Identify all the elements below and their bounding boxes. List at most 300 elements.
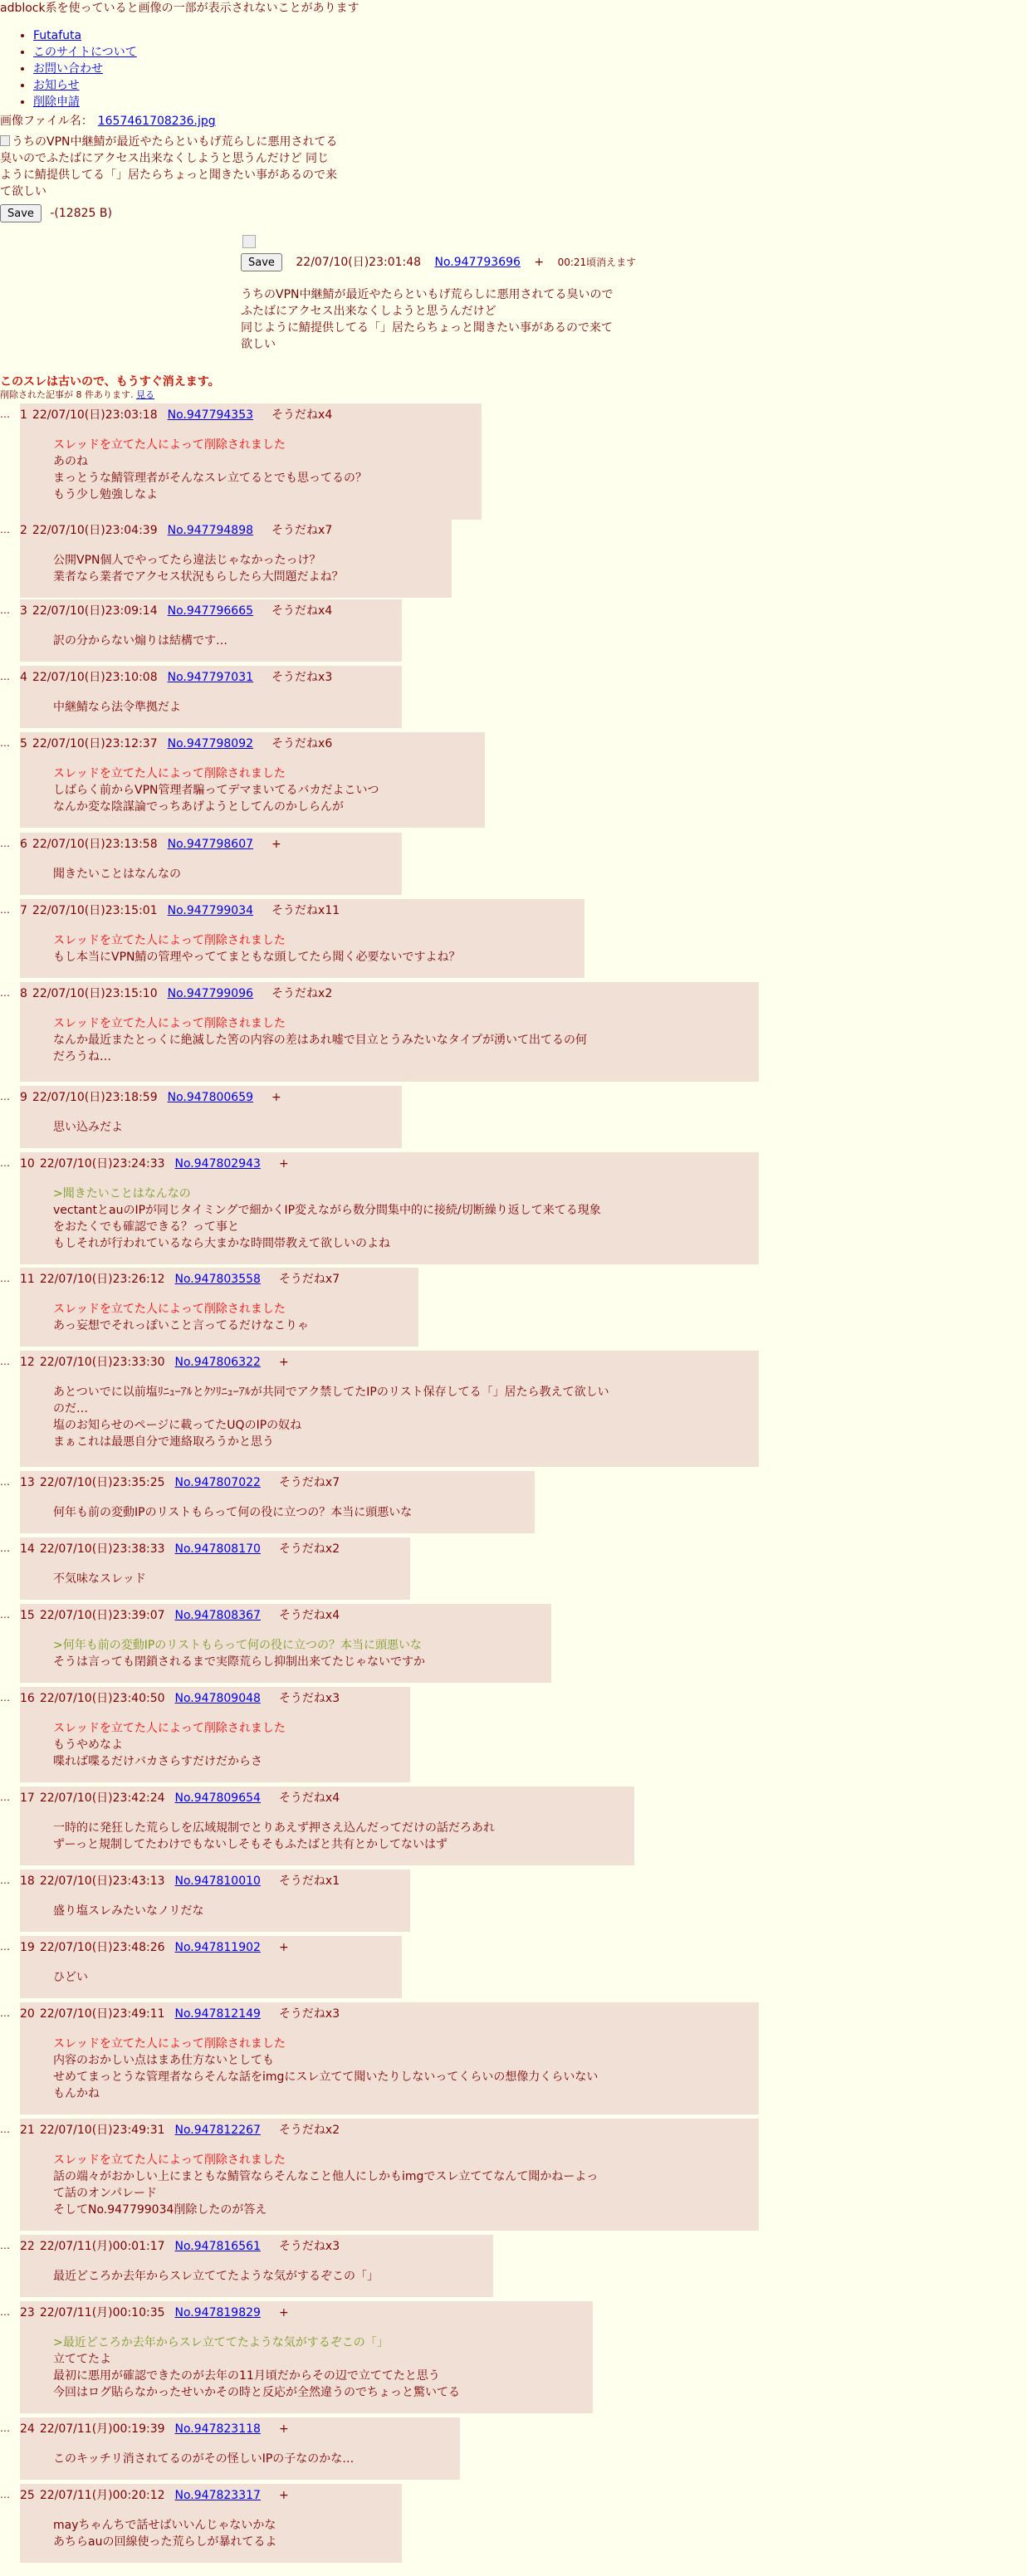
reply-body [53,2036,752,2102]
reply-header [20,2421,453,2437]
sodane-button[interactable]: + [278,1941,289,1954]
reply-line: て話のオンパレード [53,2187,158,2200]
sodane-button[interactable]: そうだねx7 [278,1273,340,1286]
reply-date: 22/07/10(日)23:04:39 [32,524,158,537]
reply-line: なんか変な陰謀論でっちあげようとしてんのかしらんが [53,800,344,814]
reply-line: mayちゃんちで話せばいいんじゃないかな [53,2519,276,2532]
sodane-button[interactable]: そうだねx2 [271,987,333,1000]
reply-line: あちらauの回線使った荒らしが暴れてるよ [53,2535,277,2549]
reply-number: 21 [20,2124,35,2137]
reply-body [53,1969,395,1986]
reply-body [53,633,395,649]
reply-post [0,1537,410,1600]
reply-marker: … [0,2007,10,2019]
image-file-label: 画像ファイル名： [0,115,93,128]
deleted-posts-count: 削除された記事が 8 件あります. [0,389,134,400]
reply-marker: … [0,737,10,749]
reply-marker: … [0,671,10,682]
reply-header [20,2238,487,2255]
reply-number: 17 [20,1791,35,1805]
reply-post-number[interactable]: No.947802943 [174,1157,261,1171]
reply-date: 22/07/10(日)23:33:30 [39,1356,165,1369]
reply-date: 22/07/10(日)23:38:33 [39,1542,165,1556]
reply-post-number[interactable]: No.947806322 [174,1356,261,1369]
reply-marker: … [0,2422,10,2434]
reply-body [53,2152,752,2218]
op-body [241,286,706,353]
save-button[interactable]: Save [0,204,42,222]
sodane-button[interactable]: そうだねx3 [278,1692,340,1705]
reply-line: 今回はログ貼らなかったせいかその時と反応が全然違うのでちょっと驚いてる [53,2386,460,2399]
reply-number: 14 [20,1542,35,1556]
reply-number: 15 [20,1609,35,1622]
deleted-notice: スレッドを立てた人によって削除されました [53,1303,286,1316]
reply-line: ひどい [53,1971,88,1984]
reply-date: 22/07/10(日)23:03:18 [32,408,158,422]
reply-post [0,982,759,1082]
reply-line: もうやめなよ [53,1738,123,1752]
reply-marker: … [0,408,10,420]
reply-box [20,2002,759,2114]
reply-number: 3 [20,604,27,618]
reply-post [0,2119,759,2231]
reply-body [53,866,395,882]
reply-date: 22/07/10(日)23:09:14 [32,604,158,618]
reply-line: 喋れば喋るだけバカさらすだけだからさ [53,1755,262,1768]
reply-marker: … [0,1542,10,1554]
reply-date: 22/07/10(日)23:40:50 [39,1692,165,1705]
reply-line: 訳の分からない煽りは結構です… [53,634,227,648]
reply-marker: … [0,1609,10,1620]
reply-date: 22/07/10(日)23:39:07 [39,1609,165,1622]
reply-line: しばらく前からVPN管理者騙ってデマまいてるバカだよこいつ [53,784,379,797]
reply-box [20,1787,634,1865]
reply-number: 20 [20,2007,35,2021]
reply-marker: … [0,1941,10,1953]
reply-post-number[interactable]: No.947794353 [167,408,254,422]
reply-line: 立ててたよ [53,2353,111,2366]
reply-line: まぁこれは最悪自分で連絡取ろうかと思う [53,1435,274,1449]
reply-post-number[interactable]: No.947811902 [174,1941,261,1954]
reply-marker: … [0,987,10,999]
reply-body [53,1015,752,1065]
reply-date: 22/07/11(月)00:19:39 [39,2422,165,2436]
reply-date: 22/07/10(日)23:12:37 [32,737,158,750]
op-body-line: うちのVPN中継鯖が最近やたらといもげ荒らしに悪用されてる臭いので [241,288,614,301]
reply-date: 22/07/10(日)23:35:25 [39,1476,165,1489]
reply-post-number[interactable]: No.947798092 [167,737,254,750]
reply-line: あっ妄想でそれっぽいこと言ってるだけなこりゃ [53,1319,309,1332]
nav-link-delete-request[interactable]: 削除申請 [33,95,80,109]
sodane-button[interactable]: + [271,838,281,851]
reply-body [53,1301,412,1334]
sodane-button[interactable]: そうだねx11 [271,904,340,917]
nav-link-about[interactable]: このサイトについて [33,46,137,59]
reply-body [53,1637,545,1670]
reply-line: 内容のおかしい点はまあ仕方ないとしても [53,2054,274,2067]
op-sodane-button[interactable]: + [534,255,545,269]
reply-date: 22/07/10(日)23:13:58 [32,838,158,851]
reply-line: 最近どころか去年からスレ立ててたような気がするぞこの「」 [53,2270,379,2283]
reply-post [0,1687,410,1782]
save-row [0,204,112,222]
sodane-button[interactable]: そうだねx2 [278,1542,340,1556]
reply-post [0,1086,402,1148]
reply-line: 何年も前の変動IPのリストもらって何の役に立つの？本当に頭悪いな [53,1506,413,1519]
file-size: -(12825 B) [50,206,112,220]
reply-line: 不気味なスレッド [53,1572,146,1586]
deleted-notice: スレッドを立てた人によって削除されました [53,2037,286,2051]
reply-date: 22/07/10(日)23:24:33 [39,1157,165,1171]
reply-date: 22/07/10(日)23:18:59 [32,1091,158,1104]
reply-date: 22/07/11(月)00:20:12 [39,2489,165,2502]
reply-body [53,2451,453,2467]
reply-number: 22 [20,2240,35,2253]
reply-header [20,603,395,619]
reply-header [20,836,395,853]
broken-image-icon [0,135,10,146]
reply-box [20,2417,460,2480]
sodane-button[interactable]: + [271,1091,281,1104]
reply-header [20,2122,752,2139]
reply-header [20,1474,528,1491]
reply-marker: … [0,1273,10,1284]
reply-box [20,599,402,662]
deleted-notice: スレッドを立てた人によって削除されました [53,767,286,780]
reply-number: 8 [20,987,27,1000]
reply-line: このキッチリ消されてるのがその怪しいIPの子なのかな… [53,2452,355,2466]
reply-number: 6 [20,838,27,851]
reply-line: もんかね [53,2087,100,2100]
sodane-button[interactable]: そうだねx4 [278,1791,340,1805]
reply-post-number[interactable]: No.947803558 [174,1273,261,1286]
reply-box [20,2301,593,2413]
op-body-line: 同じように鯖提供してる「」居たらちょっと聞きたい事があるので来て [241,321,613,335]
reply-line: もしそれが行われているなら大まかな時間帯教えて欲しいのよね [53,1237,390,1250]
reply-post-number[interactable]: No.947808367 [174,1609,261,1622]
reply-post-number[interactable]: No.947798607 [167,838,254,851]
reply-post [0,1936,402,1998]
reply-line: 一時的に発狂した荒らしを広域規制でとりあえず押さえ込んだってだけの話だろあれ [53,1821,495,1835]
reply-line: のだ… [53,1402,88,1415]
reply-line: 塩のお知らせのページに載ってたUQのIPの奴ね [53,1419,302,1432]
reply-box [20,2235,493,2297]
sodane-button[interactable]: + [278,2422,289,2436]
reply-body [53,1820,628,1853]
reply-post-number[interactable]: No.947799034 [167,904,254,917]
reply-number: 9 [20,1091,27,1104]
reply-line: 思い込みだよ [53,1121,123,1134]
reply-post-number[interactable]: No.947812267 [174,2124,261,2137]
reply-line: 中継鯖なら法令準拠だよ [53,701,181,714]
reply-header [20,1790,628,1806]
reply-line: 業者なら業者でアクセス状況もらしたら大問題だよね？ [53,570,344,584]
reply-post-number[interactable]: No.947810010 [174,1875,261,1888]
op-body-line: ふたばにアクセス出来なくしようと思うんだけど [241,305,496,318]
reply-marker: … [0,2124,10,2135]
reply-box [20,732,485,828]
reply-number: 25 [20,2489,35,2502]
reply-post [0,666,402,728]
reply-body [53,2517,395,2550]
reply-box [20,1351,759,1467]
reply-box [20,982,759,1082]
reply-post-number[interactable]: No.947816561 [174,2240,261,2253]
reply-number: 23 [20,2306,35,2319]
reply-line: なんか最近またとっくに絶滅した筈の内容の差はあれ嘘で目立とうみたいなタイプが湧いて出てるの何 [53,1034,588,1047]
reply-marker: … [0,1157,10,1169]
reply-date: 22/07/10(日)23:43:13 [39,1875,165,1888]
quote-line: >最近どころか去年からスレ立ててたような気がするぞこの「」 [53,2336,389,2349]
thumbnail-image-icon[interactable] [242,235,256,248]
reply-body [53,932,578,965]
deleted-posts-note [0,389,154,401]
reply-box [20,2119,759,2231]
reply-post [0,2484,402,2563]
reply-marker: … [0,904,10,916]
reply-post [0,1870,410,1932]
reply-body [53,765,478,815]
quote-line: >聞きたいことはなんなの [53,1187,191,1200]
reply-body [53,1720,403,1770]
reply-marker: … [0,1476,10,1488]
sodane-button[interactable]: そうだねx4 [271,604,333,618]
reply-body [53,1119,395,1136]
reply-post [0,833,402,895]
op-header [241,253,706,271]
sodane-button[interactable]: + [278,2489,289,2502]
reply-date: 22/07/10(日)23:15:10 [32,987,158,1000]
nav-link-home[interactable]: Futafuta [33,29,82,42]
reply-header [20,1541,403,1557]
reply-marker: … [0,2306,10,2318]
reply-date: 22/07/11(月)00:10:35 [39,2306,165,2319]
reply-date: 22/07/10(日)23:48:26 [39,1941,165,1954]
reply-post-number[interactable]: No.947807022 [174,1476,261,1489]
reply-box [20,899,584,978]
reply-number: 7 [20,904,27,917]
site-nav [33,27,137,110]
reply-marker: … [0,2240,10,2251]
reply-line: 最初に悪用が確認できたのが去年の11月頃だからその辺で立ててたと思う [53,2369,440,2383]
reply-box [20,1471,535,1533]
reply-box [20,403,482,520]
reply-number: 5 [20,737,27,750]
sodane-button[interactable]: そうだねx4 [271,408,333,422]
reply-post-number[interactable]: No.947809048 [174,1692,261,1705]
reply-line: 話の端々がおかしい上にまともな鯖管ならそんなこと他人にしかもimgでスレ立ててなんて聞かねーよっ [53,2170,599,2183]
show-deleted-link[interactable]: 見る [136,389,154,400]
op-body-line: 欲しい [241,338,276,351]
reply-post-number[interactable]: No.947812149 [174,2007,261,2021]
reply-post-number[interactable]: No.947796665 [167,604,254,618]
reply-post-number[interactable]: No.947799096 [167,987,254,1000]
reply-post [0,1471,535,1533]
reply-date: 22/07/11(月)00:01:17 [39,2240,165,2253]
reply-number: 1 [20,408,27,422]
reply-body [53,699,395,716]
reply-line: そしてNo.947799034削除したのが答え [53,2203,267,2217]
thread-image-alt-text [0,134,340,200]
reply-header [20,1089,395,1106]
sodane-button[interactable]: + [278,1157,289,1171]
reply-box [20,1936,402,1998]
nav-link-contact[interactable]: お問い合わせ [33,62,103,76]
reply-header [20,1939,395,1956]
reply-box [20,1604,551,1683]
op-expire-time: 00:21頃消えます [557,256,637,268]
reply-body [53,1504,528,1521]
reply-header [20,2305,586,2321]
reply-line: もし本当にVPN鯖の管理やっててまともな頭してたら聞く必要ないですよね？ [53,951,461,964]
reply-body [53,1185,752,1252]
reply-body [53,552,445,585]
reply-marker: … [0,2489,10,2500]
image-alt-text: うちのVPN中継鯖が最近やたらといもげ荒らしに悪用されてる臭いのでふたばにアクセス出来なくしようと思うんだけど 同じように鯖提供してる「」居たらちょっと聞きたい事があるので来て欲しい [0,135,338,198]
reply-line: vectantとauのIPが同じタイミングで細かくIP変えながら数分間集中的に接続/切断繰り返して来てる現象 [53,1204,601,1217]
deleted-notice: スレッドを立てた人によって削除されました [53,1017,286,1030]
nav-link-news[interactable]: お知らせ [33,79,80,92]
reply-header [20,1607,545,1624]
reply-box [20,666,402,728]
reply-line: ずーっと規制してたわけでもないしそもそもふたばと共有とかしてないはず [53,1838,448,1851]
reply-post [0,1604,551,1683]
reply-number: 24 [20,2422,35,2436]
reply-post [0,2235,493,2297]
reply-box [20,833,402,895]
reply-post-number[interactable]: No.947808170 [174,1542,261,1556]
original-post [241,235,706,353]
reply-line: そうは言っても閉鎖されるまで実際荒らし抑制出来てたじゃないですか [53,1655,425,1669]
reply-box [20,519,452,598]
sodane-button[interactable]: そうだねx7 [271,524,333,537]
sodane-button[interactable]: そうだねx6 [271,737,333,750]
reply-line: をおたくでも確認できる？って事と [53,1220,239,1234]
reply-line: 盛り塩スレみたいなノリだな [53,1904,204,1918]
image-file-link[interactable]: 1657461708236.jpg [97,115,216,128]
reply-box [20,2484,402,2563]
reply-date: 22/07/10(日)23:49:31 [39,2124,165,2137]
reply-post [0,403,482,520]
reply-number: 4 [20,671,27,684]
reply-header [20,736,478,752]
reply-post [0,1152,759,1264]
reply-date: 22/07/10(日)23:49:11 [39,2007,165,2021]
reply-marker: … [0,838,10,849]
reply-number: 16 [20,1692,35,1705]
reply-header [20,985,752,1002]
sodane-button[interactable]: そうだねx3 [271,671,333,684]
sodane-button[interactable]: そうだねx4 [278,1609,340,1622]
quote-line: >何年も前の変動IPのリストもらって何の役に立つの？本当に頭悪いな [53,1639,423,1652]
reply-body [53,2334,586,2401]
reply-post-number[interactable]: No.947823118 [174,2422,261,2436]
reply-line: もう少し勉強しなよ [53,488,158,501]
reply-number: 19 [20,1941,35,1954]
sodane-button[interactable]: そうだねx2 [278,2124,340,2137]
reply-date: 22/07/10(日)23:26:12 [39,1273,165,1286]
reply-post [0,1268,418,1347]
reply-header [20,1873,403,1889]
reply-line: あとついでに以前塩ﾘﾆｭｰｱﾙとｸｿﾘﾆｭｰｱﾙが共同でアク禁してたIPのリスト保存してる「」居たら教えて欲しい [53,1386,609,1399]
reply-marker: … [0,1692,10,1703]
thread-expiry-warning: このスレは古いので、もうすぐ消えます。 [0,375,220,389]
reply-number: 13 [20,1476,35,1489]
reply-box [20,1152,759,1264]
reply-post [0,732,485,828]
reply-body [53,1384,752,1450]
sodane-button[interactable]: + [278,1356,289,1369]
reply-header [20,2487,395,2504]
reply-post [0,1787,634,1865]
reply-box [20,1687,410,1782]
op-save-button[interactable]: Save [241,253,282,271]
reply-date: 22/07/10(日)23:10:08 [32,671,158,684]
reply-post-number[interactable]: No.947823317 [174,2489,261,2502]
sodane-button[interactable]: そうだねx3 [278,2240,340,2253]
op-date: 22/07/10(日)23:01:48 [296,255,422,269]
reply-header [20,902,578,919]
reply-marker: … [0,1875,10,1886]
reply-post-number[interactable]: No.947809654 [174,1791,261,1805]
reply-post [0,2417,460,2480]
reply-header [20,1354,752,1371]
sodane-button[interactable]: そうだねx3 [278,2007,340,2021]
reply-marker: … [0,604,10,616]
reply-post-number[interactable]: No.947800659 [167,1091,254,1104]
reply-header [20,2006,752,2022]
reply-body [53,1903,403,1919]
sodane-button[interactable]: そうだねx7 [278,1476,340,1489]
sodane-button[interactable]: + [278,2306,289,2319]
reply-body [53,1571,403,1587]
sodane-button[interactable]: そうだねx1 [278,1875,340,1888]
reply-date: 22/07/10(日)23:42:24 [39,1791,165,1805]
reply-post [0,1351,759,1467]
reply-body [53,437,475,503]
reply-line: あのね [53,455,88,468]
reply-post [0,2002,759,2114]
op-post-number[interactable]: No.947793696 [434,255,521,269]
reply-header [20,1156,752,1172]
reply-box [20,1268,418,1347]
reply-number: 11 [20,1273,35,1286]
reply-marker: … [0,1791,10,1803]
reply-number: 12 [20,1356,35,1369]
reply-post [0,519,452,598]
reply-number: 2 [20,524,27,537]
reply-marker: … [0,1356,10,1367]
reply-box [20,1870,410,1932]
reply-post [0,899,584,978]
reply-header [20,1271,412,1288]
reply-marker: … [0,1091,10,1102]
reply-header [20,669,395,686]
reply-line: まっとうな鯖管理者がそんなスレ立てるとでも思ってるの？ [53,472,367,485]
reply-box [20,1537,410,1600]
reply-post-number[interactable]: No.947797031 [167,671,254,684]
reply-header [20,1690,403,1707]
reply-number: 10 [20,1157,35,1171]
reply-post-number[interactable]: No.947819829 [174,2306,261,2319]
deleted-notice: スレッドを立てた人によって削除されました [53,1722,286,1735]
reply-line: せめてまっとうな管理者ならそんな話をimgにスレ立てて聞いたりしないってくらいの想像力くらいない [53,2070,599,2084]
reply-header [20,522,445,539]
image-file-line [0,113,216,130]
reply-post [0,599,402,662]
reply-post-number[interactable]: No.947794898 [167,524,254,537]
reply-header [20,407,475,423]
